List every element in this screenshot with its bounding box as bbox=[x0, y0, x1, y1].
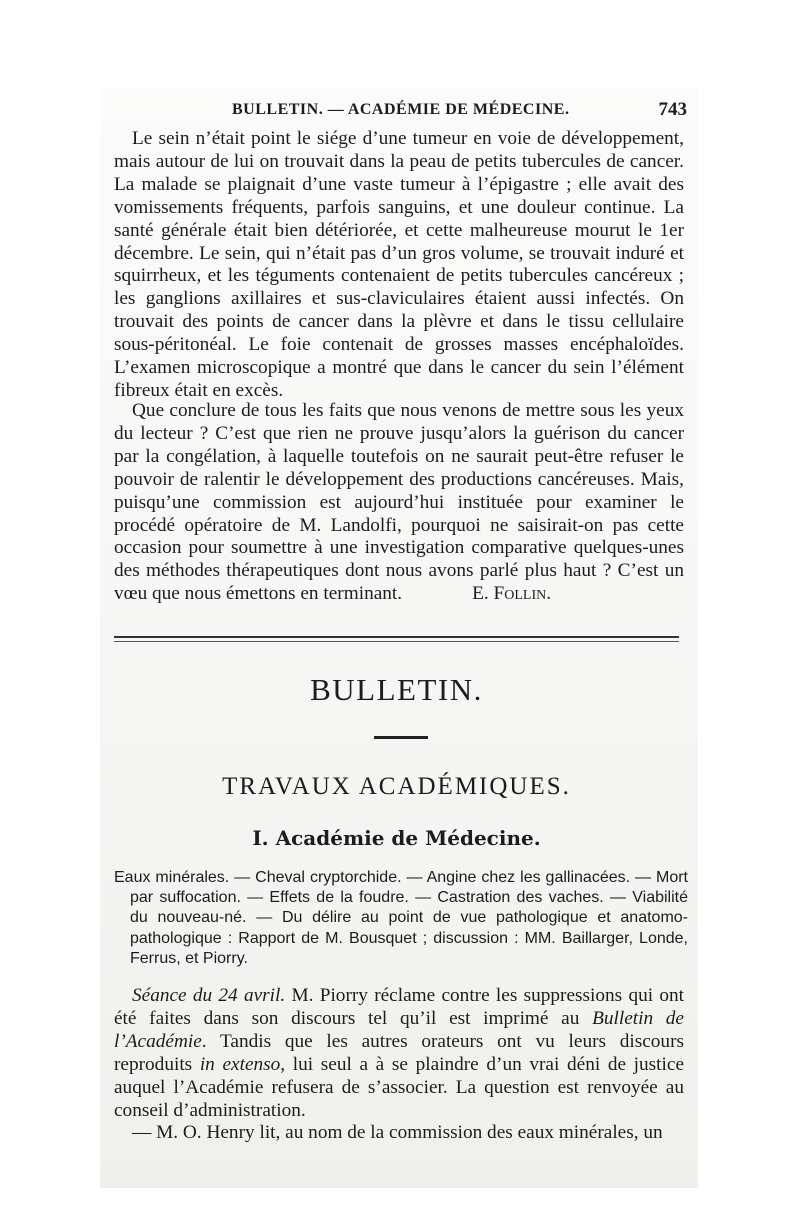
author-signature: E. Follin. bbox=[472, 583, 552, 605]
running-title: BULLETIN. — ACADÉMIE DE MÉDECINE. bbox=[232, 101, 570, 118]
page-number: 743 bbox=[658, 99, 687, 120]
paragraph-session bbox=[114, 985, 684, 1145]
title-rule bbox=[374, 736, 428, 739]
session-summary bbox=[114, 868, 688, 969]
section-divider-thin bbox=[114, 641, 679, 642]
in-extenso: in extenso bbox=[199, 1053, 281, 1075]
running-header bbox=[112, 99, 687, 125]
paragraph-session-text bbox=[114, 985, 684, 1122]
session-text-part: , lui seul a à se plaindre d’un vrai déni de justice auquel l’Académie refusera de s’associer. La question est renvoyée au conseil d’administration. bbox=[114, 1053, 685, 1121]
section-title: BULLETIN. bbox=[310, 672, 483, 707]
paragraph-henry: — M. O. Henry lit, au nom de la commission des eaux minérales, un bbox=[132, 1122, 663, 1144]
paragraph-case-report bbox=[114, 128, 684, 403]
academy-heading: I. Académie de Médecine. bbox=[252, 826, 541, 850]
session-date: Séance du 24 avril. bbox=[132, 985, 286, 1006]
session-text-part: . Tandis que les autres orateurs ont vu leurs discours reproduits bbox=[114, 1030, 684, 1075]
paragraph-text: Le sein n’était point le siége d’une tumeur en voie de développement, mais autour de lui on trouvait dans la peau de petits tubercules de cancer. La malade se plaignait d’une vaste tumeur à l’épigastre ; elle avait des vomissements fréquents, parfois sanguins, et une douleur continue. La santé générale était bien détériorée, et cette malheureuse mourut le 1er décembre. Le sein, qui n’était pas d’un gros volume, se trouvait induré et squirrheux, et les téguments contenaient de petits tubercules cancéreux ; les ganglions axillaires et sus-claviculaires étaient aussi infectés. On trouvait des points de cancer dans la plèvre et dans le tissu cellulaire sous-péritonéal. Le foie contenait de grosses masses encéphaloïdes. L’examen microscopique a montré que dans le cancer du sein l’élément fibreux était en excès. bbox=[114, 128, 684, 401]
paragraph-conclusion-block bbox=[114, 400, 684, 606]
subsection-title: TRAVAUX ACADÉMIQUES. bbox=[222, 773, 571, 800]
paragraph-conclusion bbox=[114, 400, 684, 606]
summary-text: Eaux minérales. — Cheval cryptorchide. — Angine chez les gallinacées. — Mort par suffocation. — Effets de la foudre. — Castration des vaches. — Viabilité du nouveau-né. — Du délire au point de vue pathologique et anatomo-pathologique : Rapport de M. Bousquet ; discussion : MM. Baillarger, Londe, Ferrus, et Piorry. bbox=[114, 869, 688, 967]
bulletin-reference: Bulletin de l’Académie bbox=[114, 1007, 684, 1052]
paragraph-text: Que conclure de tous les faits que nous venons de mettre sous les yeux du lecteur ? C’est que rien ne prouve jusqu’alors la guérison du cancer par la congélation, à laquelle toutefois on ne saurait peut-être refuser le pouvoir de ralentir le développement des productions cancéreuses. Mais, puisqu’une commission est aujourd’hui instituée pour examiner le procédé opératoire de M. Landolfi, pourquoi ne saisirait-on pas cette occasion pour soumettre à une investigation comparative quelques-unes des méthodes thérapeutiques dont nous avons parlé plus haut ? C’est un vœu que nous émettons en terminant. bbox=[114, 400, 684, 605]
section-divider bbox=[114, 636, 679, 638]
session-text-part: M. Piorry réclame contre les suppressions qui ont été faites dans son discours tel qu’il est imprimé au bbox=[114, 985, 684, 1029]
